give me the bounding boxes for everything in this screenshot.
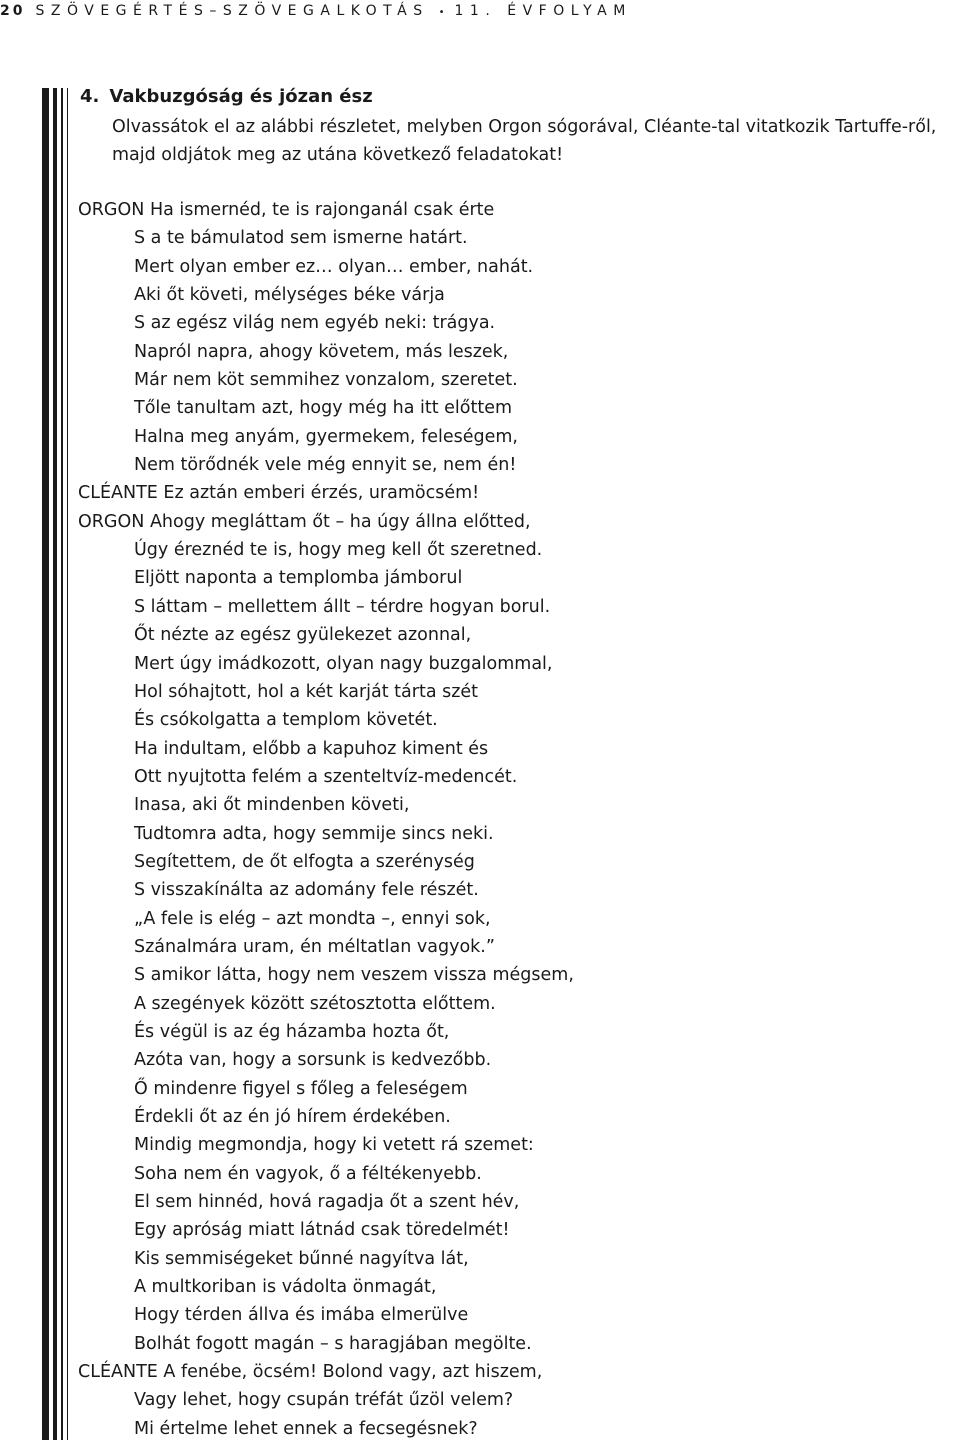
task-heading: [78, 84, 960, 110]
verse-line: [78, 621, 574, 649]
verse-text: Ott nyujtotta felém a szenteltvíz-medencét.: [134, 766, 518, 787]
series-title: SZÖVEGÉRTÉS–SZÖVEGALKOTÁS: [35, 3, 429, 19]
verse-line: [78, 338, 574, 366]
verse-line: [78, 366, 574, 394]
task-number: 4.: [80, 86, 100, 107]
verse-text: Nem törődnék vele még ennyit se, nem én!: [134, 455, 517, 476]
verse-line: [78, 763, 574, 791]
grade-label: 11. ÉVFOLYAM: [454, 3, 632, 19]
verse-line: [78, 990, 574, 1018]
verse-line: [78, 508, 574, 536]
verse-text: Őt nézte az egész gyülekezet azonnal,: [134, 625, 472, 646]
verse-line: [78, 961, 574, 989]
verse-text: A fenébe, öcsém! Bolond vagy, azt hiszem,: [163, 1362, 543, 1383]
verse-line: [78, 1018, 574, 1046]
verse-text: A multkoriban is vádolta önmagát,: [134, 1277, 437, 1298]
verse-text: Tőle tanultam azt, hogy még ha itt előttem: [134, 398, 513, 419]
verse-line: [78, 1103, 574, 1131]
verse-text: Vagy lehet, hogy csupán tréfát űzöl velem?: [134, 1390, 514, 1411]
verse-text: Ő mindenre figyel s főleg a feleségem: [134, 1078, 468, 1099]
verse-line: [78, 1160, 574, 1188]
verse-line: [78, 1131, 574, 1159]
verse-text: Szánalmára uram, én méltatlan vagyok.”: [134, 936, 495, 957]
verse-line: [78, 650, 574, 678]
verse-line: [78, 1386, 574, 1414]
verse-text: És csókolgatta a templom követét.: [134, 710, 438, 731]
verse-line: [78, 423, 574, 451]
task-content: [78, 84, 960, 1439]
verse-line: [78, 1330, 574, 1358]
verse-line: [78, 1075, 574, 1103]
verse-line: [78, 706, 574, 734]
task-instruction: Olvassátok el az alábbi részletet, melyben Orgon sógorával, Cléante-tal vitatkozik Tartuffe-ről, majd oldjátok meg az utána következő feladatokat!: [112, 117, 937, 165]
verse-line: [78, 281, 574, 309]
running-header: [0, 0, 632, 22]
verse-text: Már nem köt semmihez vonzalom, szeretet.: [134, 370, 518, 391]
speaker-name: ORGON: [78, 200, 145, 220]
verse-line: [78, 1245, 574, 1273]
verse-text: El sem hinnéd, hová ragadja őt a szent hév,: [134, 1192, 520, 1213]
verse-line: [78, 309, 574, 337]
verse-line: [78, 791, 574, 819]
verse-text: „A fele is elég – azt mondta –, ennyi sok,: [134, 908, 491, 929]
verse-text: Ahogy megláttam őt – ha úgy állna előtted,: [149, 511, 531, 532]
verse-text: Azóta van, hogy a sorsunk is kedvezőbb.: [134, 1050, 492, 1071]
verse-line: [78, 1188, 574, 1216]
verse-line: [78, 253, 574, 281]
verse-line: [78, 1216, 574, 1244]
verse-text: S láttam – mellettem állt – térdre hogyan borul.: [134, 596, 551, 617]
verse-text: S a te bámulatod sem ismerne határt.: [134, 228, 468, 249]
verse-line: [78, 1273, 574, 1301]
verse-line: [78, 224, 574, 252]
verse-line: [78, 564, 574, 592]
verse-text: Ha indultam, előbb a kapuhoz kiment és: [134, 738, 489, 759]
verse-text: S amikor látta, hogy nem veszem vissza mégsem,: [134, 965, 574, 986]
bullet-separator: •: [438, 7, 445, 18]
verse-text: Úgy éreznéd te is, hogy meg kell őt szeretned.: [134, 540, 543, 561]
verse-line: [78, 479, 574, 507]
verse-text: Érdekli őt az én jó hírem érdekében.: [134, 1107, 451, 1127]
verse-text: Soha nem én vagyok, ő a féltékenyebb.: [134, 1163, 482, 1184]
verse-text: Mi értelme lehet ennek a fecsegésnek?: [134, 1418, 478, 1439]
verse-line: [78, 196, 574, 224]
verse-text: Hogy térden állva és imába elmerülve: [134, 1305, 469, 1326]
speaker-name: CLÉANTE: [78, 1362, 158, 1383]
verse-text: Mert úgy imádkozott, olyan nagy buzgalommal,: [134, 653, 553, 674]
verse-text: Segítettem, de őt elfogta a szerénység: [134, 851, 475, 872]
task-title: Vakbuzgóság és józan ész: [109, 86, 373, 107]
margin-bar: [42, 88, 49, 1440]
verse-text: Eljött naponta a templomba jámborul: [134, 568, 463, 589]
verse-text: Ha ismernéd, te is rajonganál csak érte: [149, 200, 495, 220]
margin-bar: [53, 88, 57, 1440]
verse-line: [78, 1301, 574, 1329]
verse-text: S az egész világ nem egyéb neki: trágya.: [134, 313, 496, 334]
verse-text: Aki őt követi, mélységes béke várja: [134, 285, 445, 306]
verse-line: [78, 451, 574, 479]
verse-line: [78, 848, 574, 876]
verse-line: [78, 536, 574, 564]
margin-bar: [67, 88, 68, 1440]
verse-text: Mert olyan ember ez… olyan… ember, nahát.: [134, 256, 534, 277]
verse-text: Tudtomra adta, hogy semmije sincs neki.: [134, 823, 494, 844]
verse-text: Inasa, aki őt mindenben követi,: [134, 795, 410, 816]
margin-bar: [61, 88, 63, 1440]
verse-text: S visszakínálta az adomány fele részét.: [134, 880, 479, 901]
verse-text: Kis semmiségeket bűnné nagyítva lát,: [134, 1248, 469, 1269]
page-number: 20: [0, 3, 26, 19]
verse-line: [78, 394, 574, 422]
speaker-name: CLÉANTE: [78, 483, 158, 504]
verse-text: Mindig megmondja, hogy ki vetett rá szemet:: [134, 1135, 534, 1156]
dialogue-excerpt: [78, 196, 574, 1443]
verse-line: [78, 1358, 574, 1386]
verse-text: Ez aztán emberi érzés, uramöcsém!: [163, 483, 480, 504]
verse-line: [78, 1415, 574, 1443]
verse-text: Hol sóhajtott, hol a két karját tárta szét: [134, 681, 479, 702]
speaker-name: ORGON: [78, 511, 145, 532]
verse-line: [78, 735, 574, 763]
verse-text: Bolhát fogott magán – s haragjában megölte.: [134, 1333, 532, 1354]
verse-line: [78, 820, 574, 848]
verse-text: A szegények között szétosztotta előttem.: [134, 993, 496, 1014]
verse-line: [78, 933, 574, 961]
verse-line: [78, 905, 574, 933]
verse-line: [78, 678, 574, 706]
verse-line: [78, 876, 574, 904]
verse-line: [78, 1046, 574, 1074]
verse-text: Halna meg anyám, gyermekem, feleségem,: [134, 426, 518, 447]
verse-text: Egy apróság miatt látnád csak töredelmét!: [134, 1220, 510, 1241]
verse-line: [78, 593, 574, 621]
verse-text: Napról napra, ahogy követem, más leszek,: [134, 341, 509, 362]
verse-text: És végül is az ég házamba hozta őt,: [134, 1021, 450, 1042]
